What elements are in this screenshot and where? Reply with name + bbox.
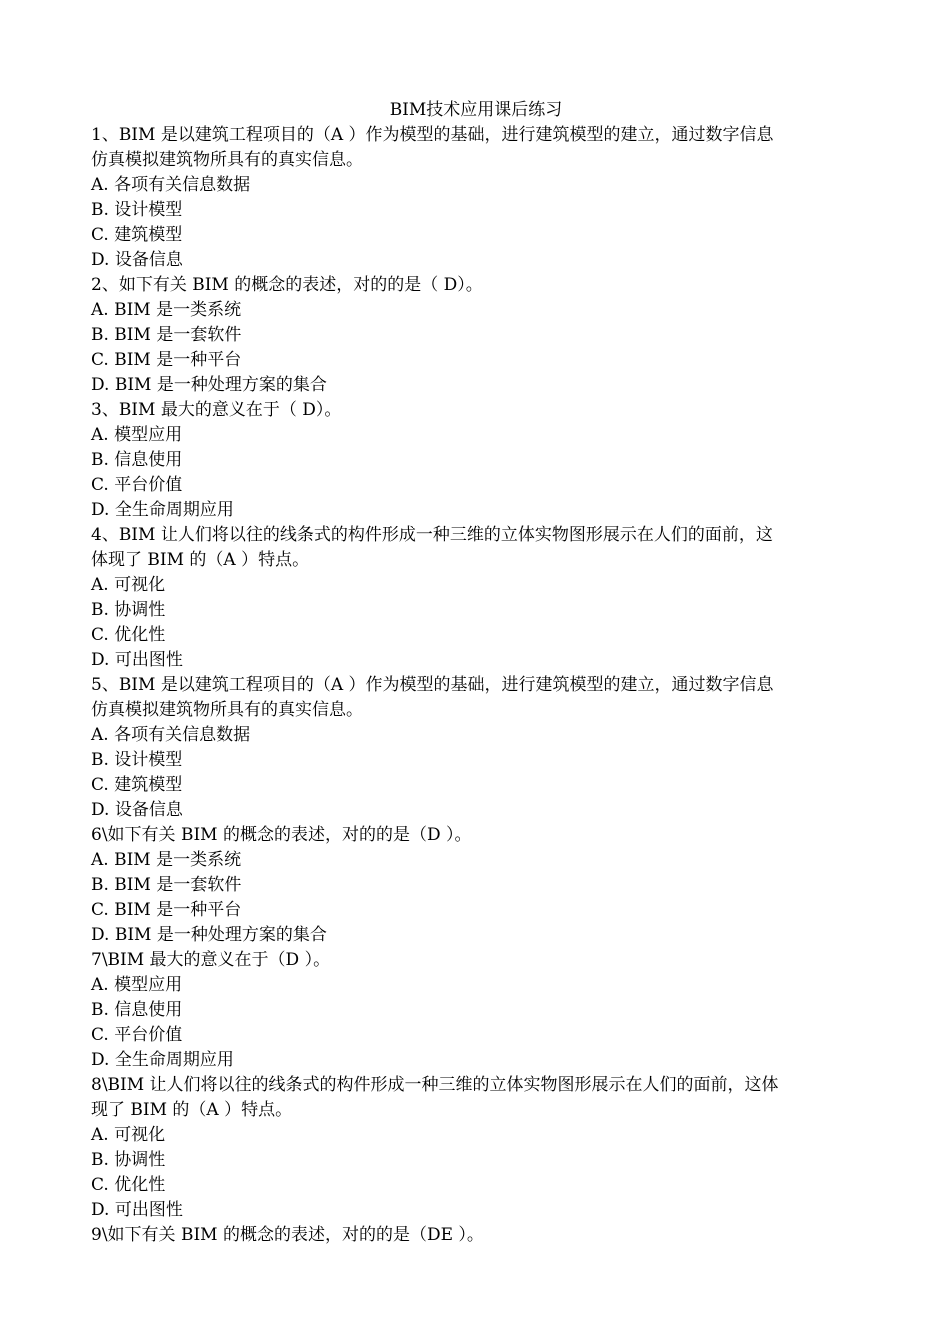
answer-option: B. 信息使用 — [91, 450, 183, 470]
answer-option: C. 建筑模型 — [91, 225, 183, 245]
question-block — [91, 823, 861, 948]
answer-option: C. 优化性 — [91, 1175, 166, 1195]
document-body — [91, 98, 861, 1248]
answer-option: D. 可出图性 — [91, 650, 183, 670]
answer-option: B. 设计模型 — [91, 200, 183, 220]
answer-option: B. BIM 是一套软件 — [91, 875, 242, 895]
question-stem-line: 体现了 BIM 的（A ）特点。 — [91, 550, 310, 570]
answer-option: A. 可视化 — [91, 575, 166, 595]
answer-option: A. 模型应用 — [91, 975, 183, 995]
answer-option: A. 模型应用 — [91, 425, 183, 445]
question-block — [91, 398, 861, 523]
answer-option: B. 协调性 — [91, 600, 166, 620]
question-stem-line: 7\BIM 最大的意义在于（D ）。 — [91, 950, 331, 970]
answer-option: D. 全生命周期应用 — [91, 1050, 234, 1070]
answer-option: D. BIM 是一种处理方案的集合 — [91, 375, 327, 395]
answer-option: B. BIM 是一套软件 — [91, 325, 242, 345]
answer-option: A. 各项有关信息数据 — [91, 175, 251, 195]
question-stem-line: 5、BIM 是以建筑工程项目的（A ）作为模型的基础，进行建筑模型的建立，通过数字信息 — [91, 675, 774, 695]
question-stem-line: 现了 BIM 的（A ）特点。 — [91, 1100, 293, 1120]
answer-option: C. 优化性 — [91, 625, 166, 645]
answer-option: A. BIM 是一类系统 — [91, 850, 242, 870]
answer-option: A. 各项有关信息数据 — [91, 725, 251, 745]
question-stem-line: 3、BIM 最大的意义在于（ D）。 — [91, 400, 342, 420]
question-block — [91, 948, 861, 1073]
answer-option: A. 可视化 — [91, 1125, 166, 1145]
question-block — [91, 1073, 861, 1223]
answer-option: C. BIM 是一种平台 — [91, 900, 242, 920]
question-stem-line: 仿真模拟建筑物所具有的真实信息。 — [91, 700, 363, 720]
question-block — [91, 523, 861, 673]
question-block — [91, 273, 861, 398]
answer-option: A. BIM 是一类系统 — [91, 300, 242, 320]
answer-option: C. BIM 是一种平台 — [91, 350, 242, 370]
answer-option: C. 建筑模型 — [91, 775, 183, 795]
answer-option: B. 设计模型 — [91, 750, 183, 770]
question-stem-line: 4、BIM 让人们将以往的线条式的构件形成一种三维的立体实物图形展示在人们的面前，这 — [91, 525, 773, 545]
answer-option: B. 信息使用 — [91, 1000, 183, 1020]
question-stem-line: 1、BIM 是以建筑工程项目的（A ）作为模型的基础，进行建筑模型的建立，通过数字信息 — [91, 125, 774, 145]
question-stem-line: 8\BIM 让人们将以往的线条式的构件形成一种三维的立体实物图形展示在人们的面前，这体 — [91, 1075, 779, 1095]
question-stem-line: 仿真模拟建筑物所具有的真实信息。 — [91, 150, 363, 170]
answer-option: C. 平台价值 — [91, 1025, 183, 1045]
answer-option: B. 协调性 — [91, 1150, 166, 1170]
question-stem-line: 6\如下有关 BIM 的概念的表述，对的的是（D ）。 — [91, 825, 472, 845]
question-stem-line: 9\如下有关 BIM 的概念的表述，对的的是（DE ）。 — [91, 1225, 484, 1245]
question-stem-line: 2、如下有关 BIM 的概念的表述，对的的是（ D）。 — [91, 275, 483, 295]
answer-option: D. 全生命周期应用 — [91, 500, 234, 520]
question-block — [91, 123, 861, 273]
question-block — [91, 673, 861, 823]
answer-option: D. BIM 是一种处理方案的集合 — [91, 925, 327, 945]
answer-option: C. 平台价值 — [91, 475, 183, 495]
question-list — [91, 123, 861, 1248]
question-block — [91, 1223, 861, 1248]
answer-option: D. 设备信息 — [91, 250, 183, 270]
document-title: BIM技术应用课后练习 — [389, 100, 563, 120]
answer-option: D. 可出图性 — [91, 1200, 183, 1220]
answer-option: D. 设备信息 — [91, 800, 183, 820]
